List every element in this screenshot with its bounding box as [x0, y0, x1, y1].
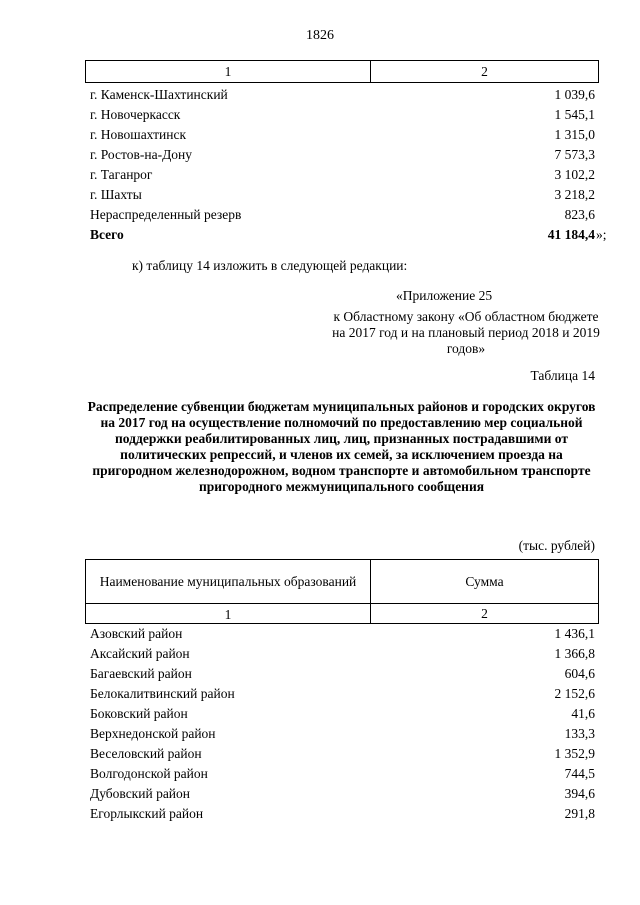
row-name: Дубовский район — [90, 786, 191, 802]
row-name: г. Новошахтинск — [90, 127, 186, 143]
table-row — [90, 186, 595, 204]
header-num-2: 2 — [481, 606, 488, 622]
row-name: Нераспределенный резерв — [90, 207, 242, 223]
row-name: Егорлыкский район — [90, 806, 204, 822]
total-suffix: »; — [596, 227, 607, 242]
row-name: Верхнедонской район — [90, 726, 216, 742]
row-value: 3 102,2 — [554, 167, 595, 183]
row-value: 2 152,6 — [554, 686, 595, 702]
table-row — [90, 126, 595, 144]
table-row — [90, 645, 595, 663]
row-name: Азовский район — [90, 626, 183, 642]
table-row — [90, 705, 595, 723]
table1-header-col2: 2 — [481, 64, 488, 79]
table-row — [90, 625, 595, 643]
row-name: г. Ростов-на-Дону — [90, 147, 193, 163]
table-row — [90, 86, 595, 104]
row-value: 744,5 — [564, 766, 595, 782]
table2-header — [85, 559, 599, 624]
page-number: 1826 — [306, 28, 334, 43]
row-name: Волгодонской район — [90, 766, 208, 782]
row-value: 1 039,6 — [554, 87, 595, 103]
amendment-instruction: к) таблицу 14 изложить в следующей редакции: — [132, 258, 408, 273]
appendix-description: к Областному закону «Об областном бюджете на 2017 год и на плановый период 2018 и 2019 годов» — [332, 309, 600, 356]
total-label: Всего — [90, 227, 124, 242]
row-name: Белокалитвинский район — [90, 686, 235, 702]
header-num-1: 1 — [86, 604, 371, 624]
row-value: 604,6 — [564, 666, 595, 682]
table-row — [90, 765, 595, 783]
row-value: 394,6 — [564, 786, 595, 802]
row-value: 41,6 — [571, 706, 595, 722]
row-value: 1 352,9 — [554, 746, 595, 762]
header-amount: Сумма — [465, 573, 504, 589]
row-value: 133,3 — [564, 726, 595, 742]
table-row — [90, 206, 595, 224]
table1-header-col1: 1 — [86, 61, 371, 82]
row-name: Аксайский район — [90, 646, 190, 662]
row-value: 823,6 — [564, 207, 595, 223]
table-title: Распределение субвенции бюджетам муниципальных районов и городских округов на 2017 год на осуществление полномочий по предоставлению мер социальной поддержки реабилитированных лиц, лиц, признанных пострадавшими от политических репрессий, и членов их семей, за исключением проезда на пригородном железнодорожном, водном транспорте и автомобильном транспорте пригородного межмуниципального сообщения — [87, 399, 596, 494]
total-value: 41 184,4 — [547, 227, 595, 242]
table1-header — [85, 60, 599, 83]
table-row — [90, 745, 595, 763]
row-name: г. Каменск-Шахтинский — [90, 87, 228, 103]
table-row — [90, 665, 595, 683]
row-name: г. Шахты — [90, 187, 142, 203]
row-value: 7 573,3 — [554, 147, 595, 163]
units-label: (тыс. рублей) — [518, 538, 595, 553]
table-row — [90, 166, 595, 184]
header-municipality: Наименование муниципальных образований — [86, 560, 371, 603]
row-name: г. Новочеркасск — [90, 107, 181, 123]
row-value: 291,8 — [564, 806, 595, 822]
row-name: Багаевский район — [90, 666, 192, 682]
row-name: г. Таганрог — [90, 167, 153, 183]
table-row — [90, 725, 595, 743]
row-value: 1 315,0 — [554, 127, 595, 143]
row-value: 1 436,1 — [554, 626, 595, 642]
row-value: 1 545,1 — [554, 107, 595, 123]
row-value: 3 218,2 — [554, 187, 595, 203]
appendix-title: «Приложение 25 — [396, 288, 493, 303]
table-row — [90, 805, 595, 823]
row-value: 1 366,8 — [554, 646, 595, 662]
table-row — [90, 146, 595, 164]
table-label: Таблица 14 — [530, 368, 595, 383]
row-name: Боковский район — [90, 706, 188, 722]
row-name: Веселовский район — [90, 746, 202, 762]
table-row — [90, 685, 595, 703]
table-row — [90, 785, 595, 803]
table-row — [90, 106, 595, 124]
